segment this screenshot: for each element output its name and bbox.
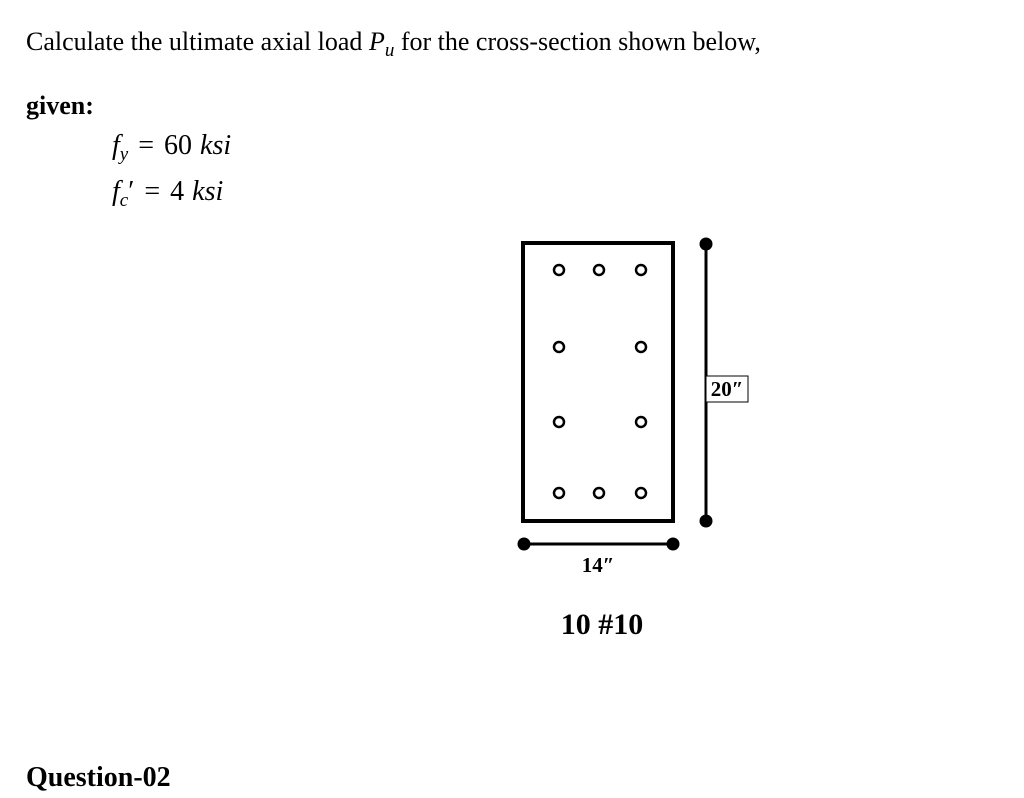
- width-dimension-line: [518, 538, 680, 551]
- prompt-text-after: for the cross-section shown below,: [394, 27, 761, 56]
- rebar: [636, 342, 646, 352]
- fy-equals: =: [138, 130, 155, 161]
- fc-unit: ksi: [192, 176, 224, 207]
- fy-symbol: f: [112, 130, 120, 161]
- given-label: given:: [26, 91, 94, 120]
- load-symbol: P: [368, 27, 385, 56]
- fc-subscript: c: [119, 190, 129, 211]
- fc-symbol: f: [112, 176, 120, 207]
- rebar: [594, 265, 604, 275]
- rebar: [554, 417, 564, 427]
- rebar-count-label: 10 #10: [560, 608, 644, 641]
- column-outline: [523, 243, 673, 521]
- fy-unit: ksi: [200, 130, 232, 161]
- given-fc: [112, 172, 223, 212]
- rebar: [554, 488, 564, 498]
- height-dimension-label: 20″: [710, 377, 744, 401]
- rebar: [554, 342, 564, 352]
- fc-value: 4: [170, 176, 185, 207]
- width-dimension-label: 14″: [581, 553, 615, 577]
- rebar-group: [554, 265, 646, 498]
- fc-prime: ′: [128, 176, 135, 207]
- next-question-heading: Question-02: [26, 762, 171, 793]
- rebar: [594, 488, 604, 498]
- given-fy: [112, 126, 231, 166]
- problem-statement: [26, 22, 761, 62]
- fy-value: 60: [164, 130, 193, 161]
- fy-subscript: y: [119, 144, 129, 165]
- rebar: [636, 417, 646, 427]
- load-subscript: u: [384, 40, 395, 61]
- fc-equals: =: [144, 176, 161, 207]
- cross-section-diagram: [500, 230, 800, 650]
- rebar: [554, 265, 564, 275]
- rebar: [636, 265, 646, 275]
- prompt-text-before: Calculate the ultimate axial load: [26, 27, 369, 56]
- rebar: [636, 488, 646, 498]
